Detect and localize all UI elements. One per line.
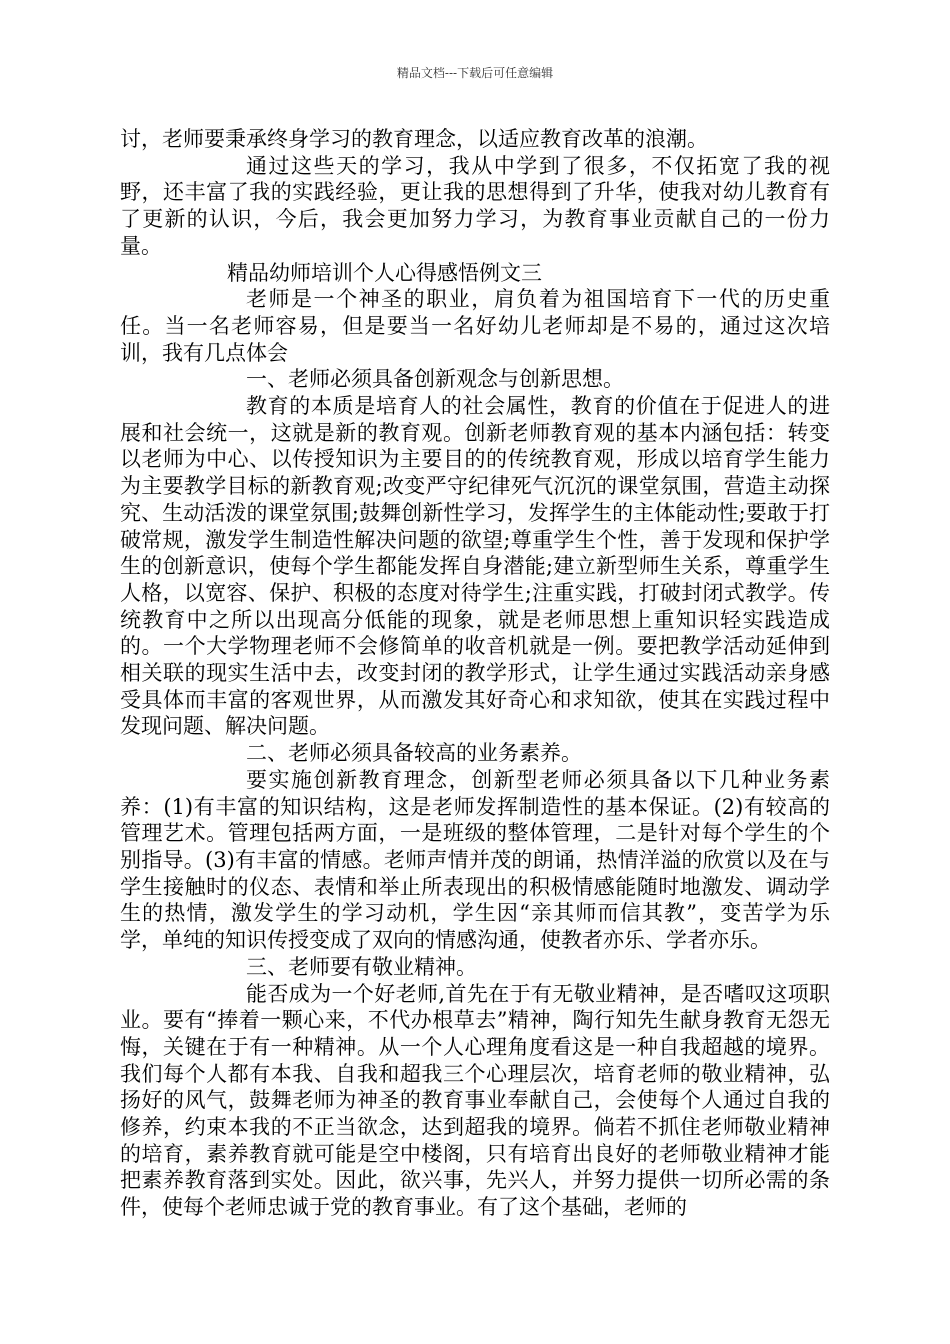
subheading: 三、老师要有敬业精神。 <box>246 954 477 979</box>
subheading: 二、老师必须具备较高的业务素养。 <box>246 741 582 766</box>
paragraph-continued: 讨，老师要秉承终身学习的教育理念，以适应教育改革的浪潮。 <box>120 127 708 151</box>
document-body <box>120 126 830 1221</box>
paragraph: 通过这些天的学习，我从中学到了很多，不仅拓宽了我的视野，还丰富了我的实践经验，更让我的思想得到了升华，使我对幼儿教育有了更新的认识，今后，我会更加努力学习，为教育事业贡献自己的一份力量。 <box>120 153 830 258</box>
paragraph: 教育的本质是培育人的社会属性，教育的价值在于促进人的进展和社会统一，这就是新的教育观。创新老师教育观的基本内涵包括：转变以老师为中心、以传授知识为主要目的的传统教育观，形成以培育学生能力为主要教学目标的新教育观;改变严守纪律死气沉沉的课堂氛围，营造主动探究、生动活泼的课堂氛围;鼓舞创新性学习，发挥学生的主体能动性;要敢于打破常规，激发学生制造性解决问题的欲望;尊重学生个性，善于发现和保护学生的创新意识，使每个学生都能发挥自身潜能;建立新型师生关系，尊重学生人格，以宽容、保护、积极的态度对待学生;注重实践，打破封闭式教学。传统教育中之所以出现高分低能的现象，就是老师思想上重知识轻实践造成的。一个大学物理老师不会修简单的收音机就是一例。要把教学活动延伸到相关联的现实生活中去，改变封闭的教学形式，让学生通过实践活动亲身感受具体而丰富的客观世界，从而激发其好奇心和求知欲，使其在实践过程中发现问题、解决问题。 <box>120 394 830 739</box>
subheading: 一、老师必须具备创新观念与创新思想。 <box>246 367 624 392</box>
paragraph: 能否成为一个好老师,首先在于有无敬业精神，是否嗜叹这项职业。要有“捧着一颗心来，不代办根草去”精神，陶行知先生献身教育无怨无悔，关键在于有一种精神。从一个人心理角度看这是一种自我超越的境界。我们每个人都有本我、自我和超我三个心理层次，培育老师的敬业精神，弘扬好的风气，鼓舞老师为神圣的教育事业奉献自己，会使每个人通过自我的修养，约束本我的不正当欲念，达到超我的境界。倘若不抓住老师敬业精神的培育，素养教育就可能是空中楼阁，只有培育出良好的老师敬业精神才能把素养教育落到实处。因此，欲兴事，先兴人，并努力提供一切所必需的条件，使每个老师忠诚于党的教育事业。有了这个基础，老师的 <box>120 981 830 1220</box>
paragraph: 要实施创新教育理念，创新型老师必须具备以下几种业务素养：(1)有丰富的知识结构，这是老师发挥制造性的基本保证。(2)有较高的管理艺术。管理包括两方面，一是班级的整体管理，二是针对每个学生的个别指导。(3)有丰富的情感。老师声情并茂的朗诵，热情洋溢的欣赏以及在与学生接触时的仪态、表情和举止所表现出的积极情感能随时地激发、调动学生的热情，激发学生的学习动机，学生因“亲其师而信其教”，变苦学为乐学，单纯的知识传授变成了双向的情感沟通，使教者亦乐、学者亦乐。 <box>120 767 830 953</box>
page-header: 精品文档---下载后可任意编辑 <box>396 66 554 80</box>
paragraph: 老师是一个神圣的职业，肩负着为祖国培育下一代的历史重任。当一名老师容易，但是要当一名好幼儿老师却是不易的，通过这次培训，我有几点体会 <box>120 287 830 365</box>
section-title: 精品幼师培训个人心得感悟例文三 <box>227 260 542 285</box>
